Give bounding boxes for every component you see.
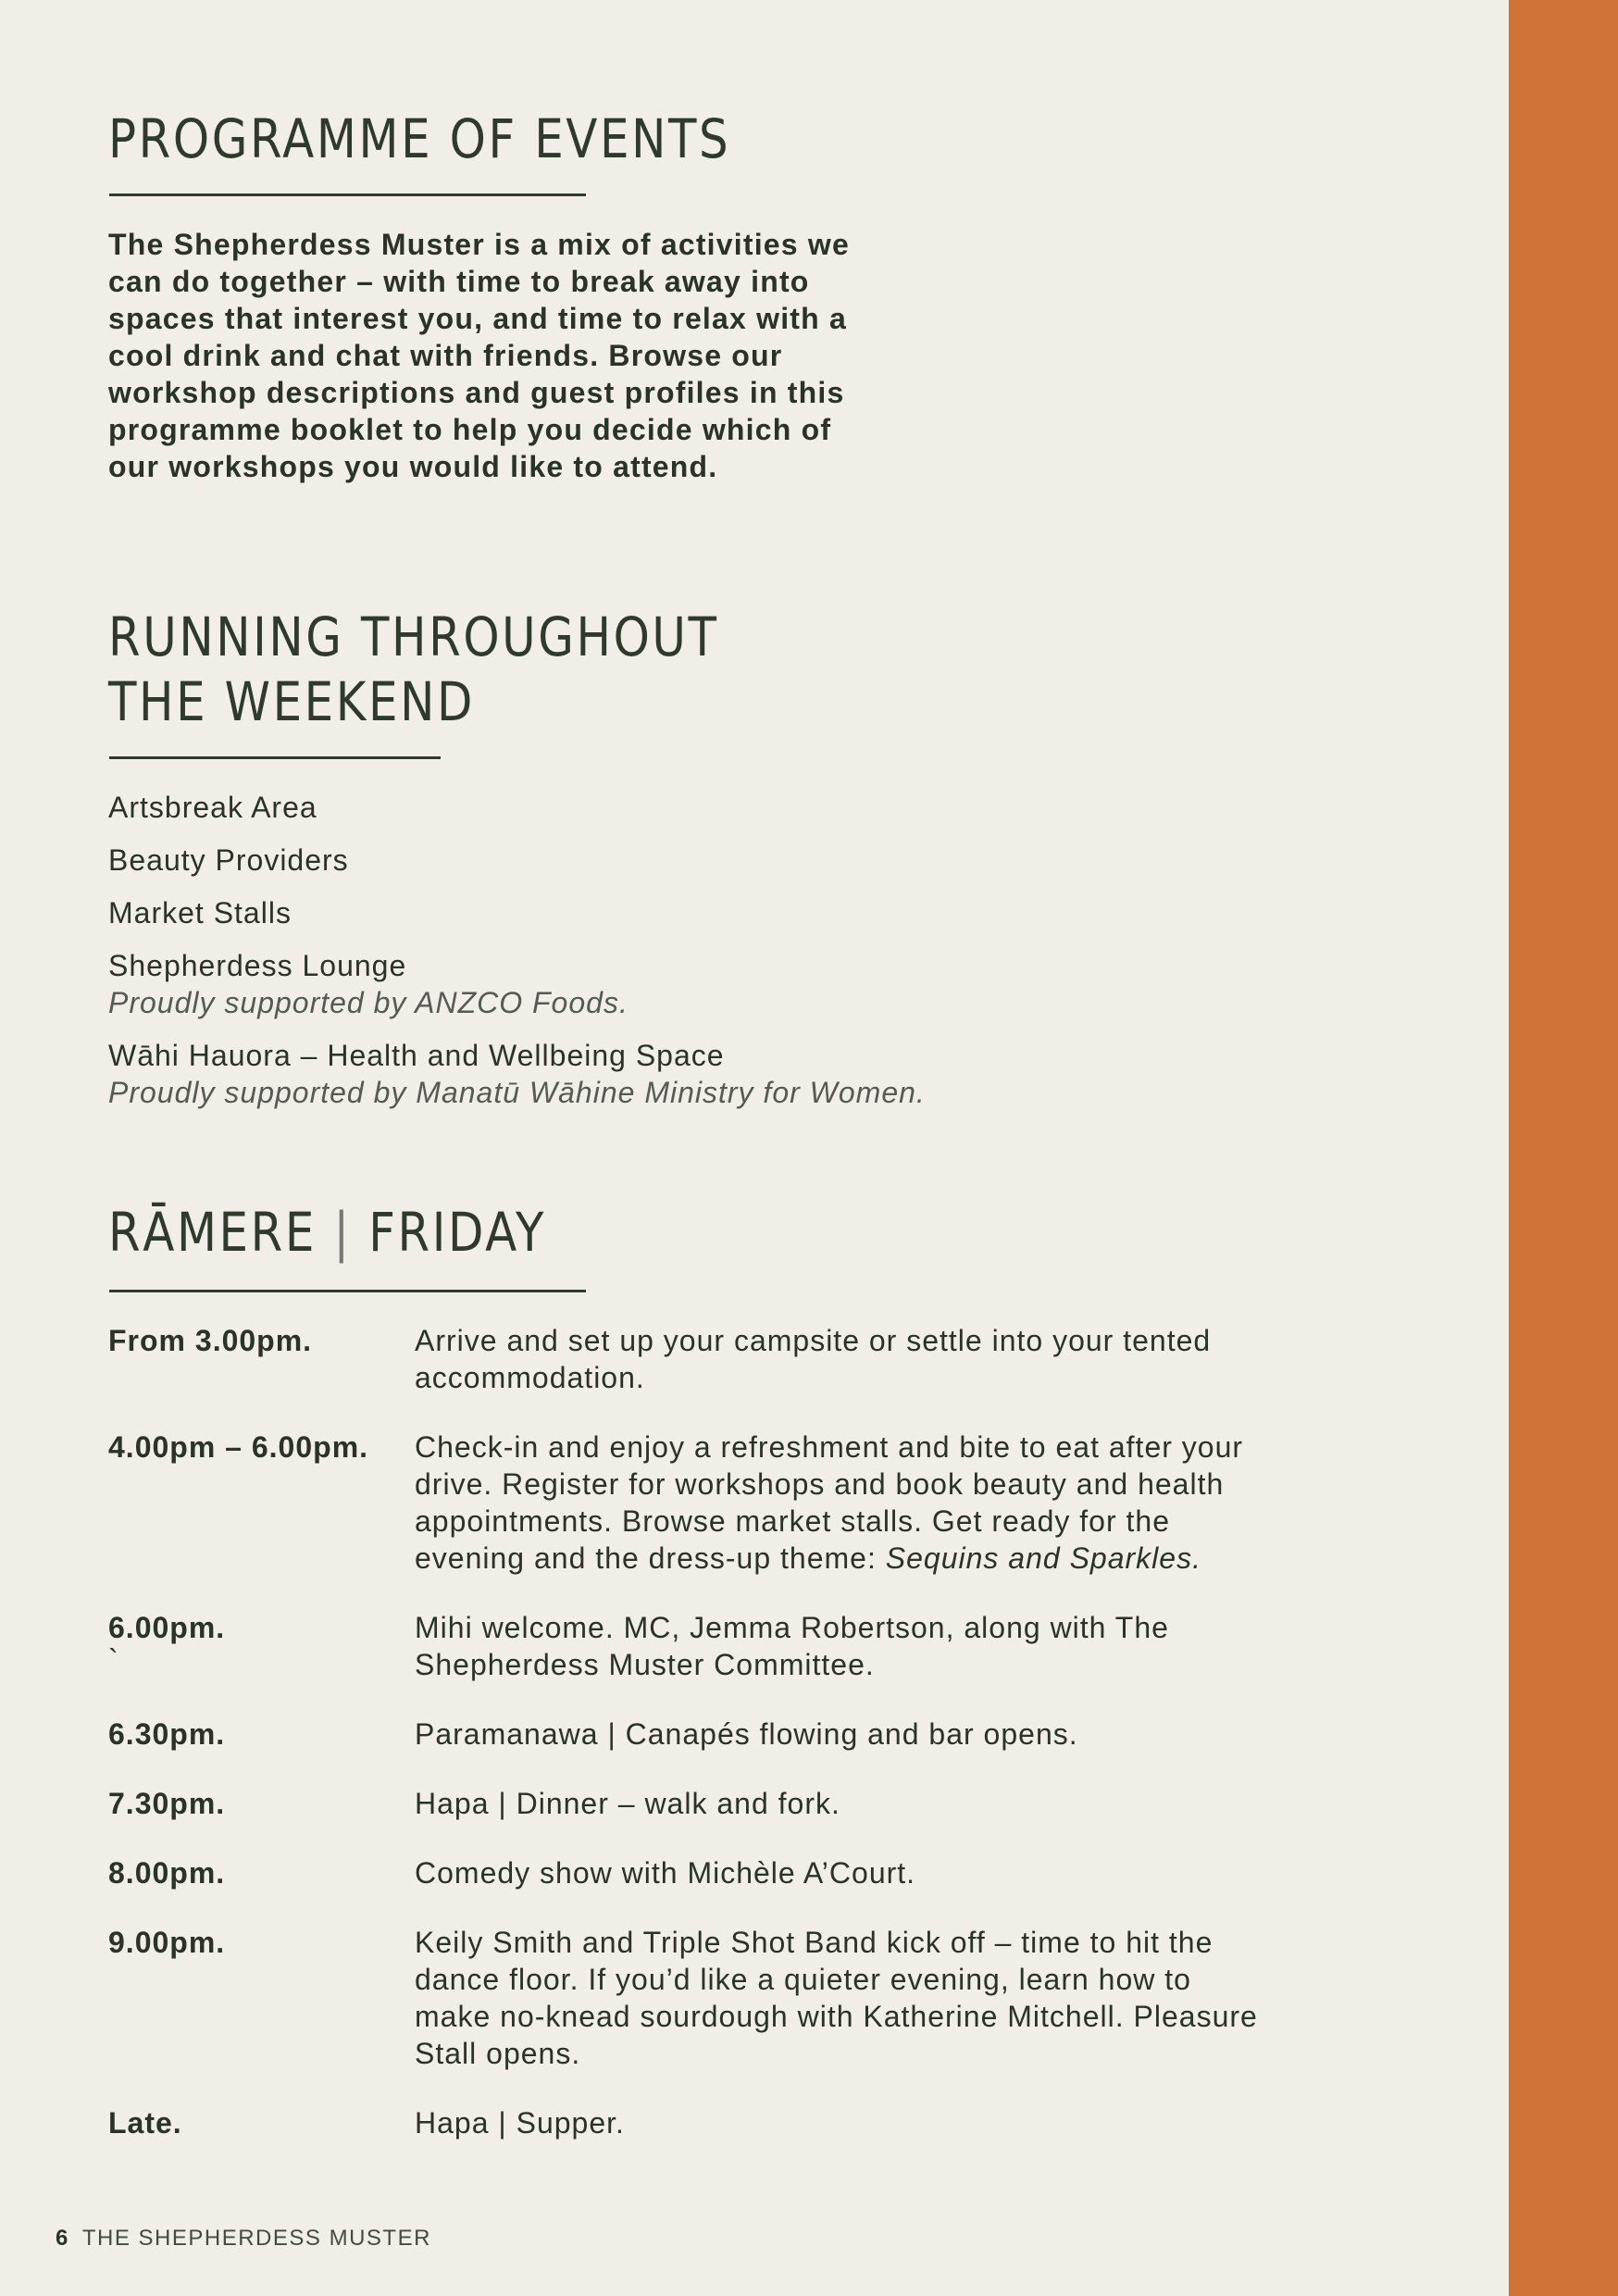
friday-title-rule [109,1290,586,1292]
running-item-lounge [108,947,926,1021]
schedule-description: Hapa | Dinner – walk and fork. [415,1787,840,1820]
schedule-description: Paramanawa | Canapés flowing and bar opens. [415,1717,1078,1751]
schedule-time: 4.00pm – 6.00pm. [108,1430,369,1464]
schedule-row [108,1854,1265,1891]
schedule-time-cell: 6.00pm. ` [108,1611,226,1677]
schedule-description: Arrive and set up your campsite or settle into your tented accommodation. [415,1324,1212,1394]
schedule-description-text: Check-in and enjoy a refreshment and bite to eat after your drive. Register for workshops and book beauty and health appointments. Browse market stalls. Get ready for the evening and the dress-up theme: [415,1430,1244,1575]
running-item-beauty [108,842,926,879]
running-item-label: Shepherdess Lounge [108,949,407,982]
schedule-time: 9.00pm. [108,1926,226,1959]
page-number: 6 [56,2226,69,2251]
friday-schedule [108,1322,1265,2174]
running-item-label: Artsbreak Area [108,791,317,824]
friday-title-english: FRIDAY [368,1201,547,1264]
friday-title-separator: | [333,1201,352,1264]
schedule-row [108,1429,1265,1577]
programme-title-rule [109,193,586,196]
running-title-line1: RUNNING THROUGHOUT [108,605,719,668]
running-item-label: Wāhi Hauora – Health and Wellbeing Space [108,1039,725,1072]
schedule-description: Mihi welcome. MC, Jemma Robertson, along with The Shepherdess Muster Committee. [415,1611,1169,1681]
running-item-wellbeing [108,1037,926,1111]
schedule-row [108,1785,1265,1822]
schedule-time: 6.00pm. [108,1611,226,1644]
schedule-row [108,1924,1265,2072]
running-item-sponsor: Proudly supported by Manatū Wāhine Ministry for Women. [108,1076,926,1109]
programme-intro: The Shepherdess Muster is a mix of activities we can do together – with time to break away into spaces that interest you, and time to relax with a cool drink and chat with friends. Browse our workshop descriptions and guest profiles in this programme booklet to help you decide which of our workshops you would like to attend. [108,228,850,483]
schedule-row [108,2104,1265,2141]
page-footer [56,2226,431,2252]
schedule-row [108,1716,1265,1753]
running-item-market [108,894,926,931]
schedule-description: Hapa | Supper. [415,2106,625,2140]
publication-name: THE SHEPHERDESS MUSTER [81,2226,431,2251]
schedule-time: 6.30pm. [108,1717,226,1751]
friday-title-maori: RĀMERE [108,1201,317,1264]
running-title-line2: THE WEEKEND [108,670,476,733]
running-item-label: Beauty Providers [108,843,349,877]
accent-side-bar [1509,0,1618,2296]
schedule-time: Late. [108,2106,182,2140]
running-item-label: Market Stalls [108,896,292,930]
schedule-description: Keily Smith and Triple Shot Band kick off – time to hit the dance floor. If you’d like a quieter evening, learn how to make no-knead sourdough with Katherine Mitchell. Pleasure Stall opens. [415,1926,1258,2070]
dress-up-theme: Sequins and Sparkles. [885,1541,1201,1575]
programme-title: PROGRAMME OF EVENTS [108,107,731,170]
running-item-sponsor: Proudly supported by ANZCO Foods. [108,986,629,1019]
running-list [108,789,926,1127]
schedule-row [108,1609,1265,1683]
schedule-time: 8.00pm. [108,1856,226,1890]
schedule-description [415,1429,1265,1577]
running-item-artsbreak [108,789,926,826]
schedule-time: From 3.00pm. [108,1324,313,1357]
running-title-rule [109,756,441,759]
friday-title [108,1200,546,1265]
schedule-description: Comedy show with Michèle A’Court. [415,1856,916,1890]
schedule-time: 7.30pm. [108,1787,226,1820]
schedule-row [108,1322,1265,1396]
